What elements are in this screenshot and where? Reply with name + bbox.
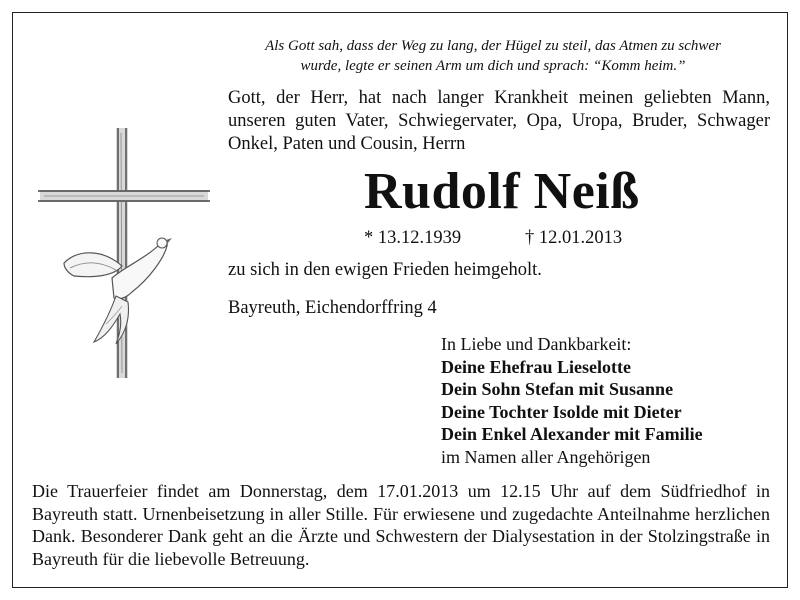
death-date: † 12.01.2013: [525, 228, 623, 248]
deceased-name: Rudolf Neiß: [364, 163, 640, 220]
family-closing: im Namen aller Angehörigen: [441, 446, 651, 467]
family-member: Deine Ehefrau Lieselotte: [441, 356, 631, 377]
motto-quote: [228, 36, 758, 76]
motto-line-2: wurde, legte er seinen Arm um dich und sprach: “Komm heim.”: [300, 58, 686, 74]
motto-line-1: Als Gott sah, dass der Weg zu lang, der Hügel zu steil, das Atmen zu schwer: [265, 38, 721, 54]
funeral-info: Die Trauerfeier findet am Donnerstag, dem 17.01.2013 um 12.15 Uhr auf dem Südfriedhof in Bayreuth statt. Urnenbeisetzung in aller Stille. Für erwiesene und zugedachte Anteilnahme herzlichen Dank. Besonderer Dank geht an die Ärzte und Schwestern der Dialysestation in der Stolzingstraße in Bayreuth für die liebevolle Betreuung.: [32, 481, 770, 569]
cross-icon: [38, 128, 210, 378]
family-member: Dein Sohn Stefan mit Susanne: [441, 379, 674, 399]
intro-text: Gott, der Herr, hat nach langer Krankheit meinen geliebten Mann, unseren guten Vater, Schwiegervater, Opa, Uropa, Bruder, Schwager Onkel, Paten und Cousin, Herrn: [228, 88, 770, 154]
birth-date: * 13.12.1939: [364, 228, 462, 248]
cross-and-dove-illustration: [34, 128, 214, 378]
address: Bayreuth, Eichendorffring 4: [228, 298, 437, 318]
family-block: [441, 333, 771, 468]
family-member: Deine Tochter Isolde mit Dieter: [441, 401, 682, 422]
peace-statement: zu sich in den ewigen Frieden heimgeholt.: [228, 260, 542, 280]
family-member: Dein Enkel Alexander mit Familie: [441, 424, 703, 444]
family-intro: In Liebe und Dankbarkeit:: [441, 334, 632, 354]
